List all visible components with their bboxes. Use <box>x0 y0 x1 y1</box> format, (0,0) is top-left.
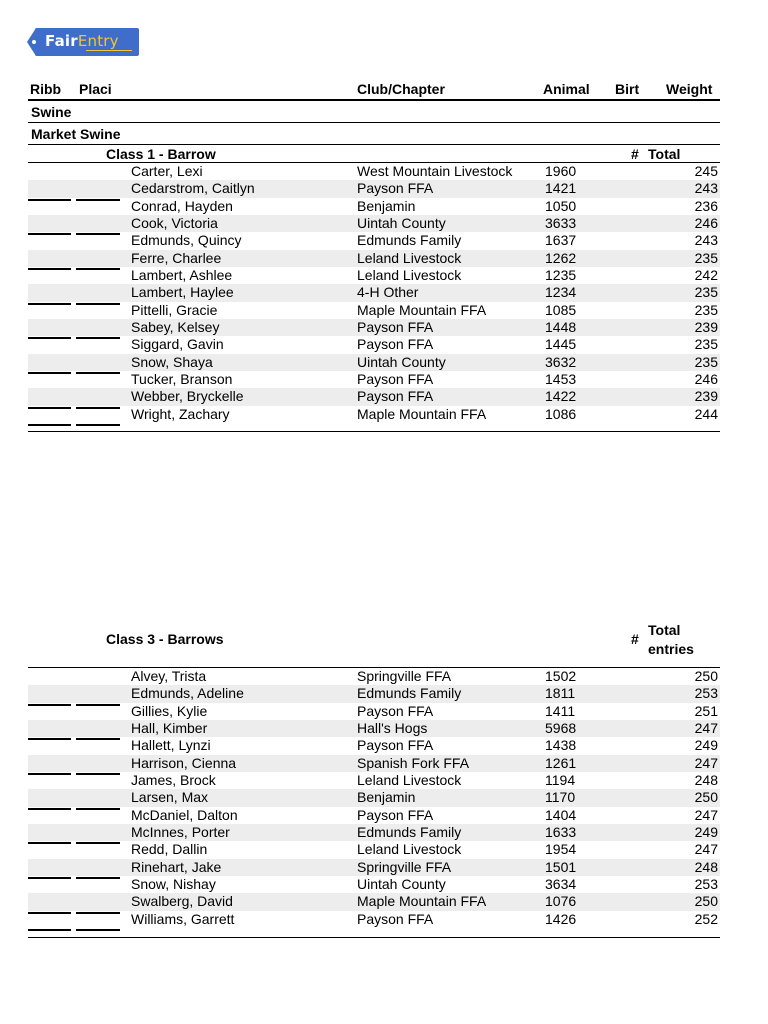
table-row <box>28 859 720 876</box>
exhibitor-name: Hall, Kimber <box>131 719 208 736</box>
club-name: Edmunds Family <box>357 823 462 840</box>
exhibitor-name: McInnes, Porter <box>131 823 230 840</box>
weight-value: 239 <box>694 388 718 405</box>
table-row <box>28 876 720 893</box>
club-name: Hall's Hogs <box>357 719 428 736</box>
animal-number: 1194 <box>545 771 576 788</box>
table-row <box>28 267 720 284</box>
table-row <box>28 336 720 353</box>
club-name: Leland Livestock <box>357 841 462 858</box>
table-row <box>28 232 720 249</box>
weight-value: 253 <box>694 875 718 892</box>
weight-value: 247 <box>694 754 718 771</box>
exhibitor-name: Snow, Nishay <box>131 875 216 892</box>
club-name: Payson FFA <box>357 318 434 335</box>
club-name: Payson FFA <box>357 388 434 405</box>
class1-hash: # <box>631 146 639 162</box>
logo-entry: Entry <box>77 32 119 50</box>
ribbon-blank <box>28 929 71 931</box>
table-row <box>28 720 720 737</box>
department-label: Swine <box>31 104 72 120</box>
animal-number: 1438 <box>545 737 577 754</box>
weight-value: 235 <box>694 336 718 353</box>
table-row <box>28 911 720 928</box>
animal-number: 1411 <box>545 702 576 719</box>
weight-value: 248 <box>694 771 718 788</box>
exhibitor-name: Lambert, Ashlee <box>131 266 233 283</box>
weight-value: 250 <box>694 789 718 806</box>
logo-dot <box>32 40 36 44</box>
header-rule <box>28 99 720 101</box>
column-place: Placi <box>79 81 112 97</box>
animal-number: 1050 <box>545 197 577 214</box>
club-name: Payson FFA <box>357 336 434 353</box>
animal-number: 1170 <box>545 789 576 806</box>
place-blank <box>76 929 120 931</box>
exhibitor-name: Williams, Garrett <box>131 910 235 927</box>
animal-number: 1235 <box>545 266 577 283</box>
exhibitor-name: Redd, Dallin <box>131 841 208 858</box>
animal-number: 3634 <box>545 875 577 892</box>
weight-value: 239 <box>694 318 718 335</box>
animal-number: 1637 <box>545 232 577 249</box>
exhibitor-name: Edmunds, Adeline <box>131 685 244 702</box>
fairentry-logo <box>27 28 139 56</box>
logo-text <box>45 32 119 50</box>
weight-value: 244 <box>694 405 718 422</box>
class3-bottom-rule <box>28 937 720 938</box>
exhibitor-name: Hallett, Lynzi <box>131 737 211 754</box>
exhibitor-name: James, Brock <box>131 771 216 788</box>
exhibitor-name: Pittelli, Gracie <box>131 301 218 318</box>
animal-number: 1086 <box>545 405 577 422</box>
club-name: Uintah County <box>357 353 446 370</box>
weight-value: 248 <box>694 858 718 875</box>
club-name: Edmunds Family <box>357 232 462 249</box>
club-name: Uintah County <box>357 875 446 892</box>
table-row <box>28 755 720 772</box>
animal-number: 1262 <box>545 249 577 266</box>
table-row <box>28 789 720 806</box>
animal-number: 1453 <box>545 370 577 387</box>
table-row <box>28 163 720 180</box>
animal-number: 1426 <box>545 910 577 927</box>
table-row <box>28 406 720 423</box>
club-name: Edmunds Family <box>357 685 462 702</box>
exhibitor-name: McDaniel, Dalton <box>131 806 238 823</box>
column-animal: Animal <box>543 81 590 97</box>
weight-value: 243 <box>694 180 718 197</box>
column-club: Club/Chapter <box>357 81 445 97</box>
exhibitor-name: Cedarstrom, Caitlyn <box>131 180 255 197</box>
club-name: Benjamin <box>357 789 416 806</box>
club-name: West Mountain Livestock <box>357 163 513 179</box>
table-row <box>28 198 720 215</box>
ribbon-blank <box>28 424 71 426</box>
column-headers <box>28 80 720 98</box>
animal-number: 1445 <box>545 336 577 353</box>
club-name: Springville FFA <box>357 668 452 684</box>
exhibitor-name: Sabey, Kelsey <box>131 318 220 335</box>
animal-number: 1954 <box>545 841 577 858</box>
weight-value: 249 <box>694 823 718 840</box>
class1-total-label: Total <box>648 146 681 162</box>
animal-number: 1076 <box>545 893 577 910</box>
weight-value: 235 <box>694 284 718 301</box>
class3-hash: # <box>631 631 639 647</box>
table-row <box>28 284 720 301</box>
animal-number: 1404 <box>545 806 577 823</box>
exhibitor-name: Edmunds, Quincy <box>131 232 242 249</box>
table-row <box>28 388 720 405</box>
weight-value: 250 <box>694 668 718 684</box>
club-name: Benjamin <box>357 197 416 214</box>
exhibitor-name: Ferre, Charlee <box>131 249 222 266</box>
club-name: Maple Mountain FFA <box>357 405 487 422</box>
exhibitor-name: Swalberg, David <box>131 893 233 910</box>
weight-value: 251 <box>694 702 718 719</box>
weight-value: 242 <box>694 266 718 283</box>
exhibitor-name: Conrad, Hayden <box>131 197 233 214</box>
class3-title: Class 3 - Barrows <box>106 631 224 647</box>
club-name: Spanish Fork FFA <box>357 754 470 771</box>
table-row <box>28 215 720 232</box>
club-name: Springville FFA <box>357 858 452 875</box>
animal-number: 1422 <box>545 388 577 405</box>
club-name: Payson FFA <box>357 702 434 719</box>
weight-value: 246 <box>694 214 718 231</box>
weight-value: 247 <box>694 719 718 736</box>
exhibitor-name: Lambert, Haylee <box>131 284 234 301</box>
column-ribbon: Ribb <box>30 81 62 97</box>
club-name: Payson FFA <box>357 737 434 754</box>
animal-number: 5968 <box>545 719 577 736</box>
exhibitor-name: Wright, Zachary <box>131 405 230 422</box>
column-weight: Weight <box>666 81 713 97</box>
table-row <box>28 685 720 702</box>
logo-underline <box>86 50 132 51</box>
animal-number: 3633 <box>545 214 577 231</box>
class1-bottom-rule <box>28 431 720 432</box>
animal-number: 1501 <box>545 858 577 875</box>
weight-value: 235 <box>694 353 718 370</box>
table-row <box>28 180 720 197</box>
department-rule <box>28 122 720 123</box>
animal-number: 1502 <box>545 668 577 684</box>
table-row <box>28 250 720 267</box>
weight-value: 246 <box>694 370 718 387</box>
column-birth: Birt <box>615 81 640 97</box>
animal-number: 1085 <box>545 301 577 318</box>
table-row <box>28 668 720 685</box>
weight-value: 245 <box>694 163 718 179</box>
weight-value: 247 <box>694 841 718 858</box>
table-row <box>28 824 720 841</box>
exhibitor-name: Gillies, Kylie <box>131 702 208 719</box>
table-row <box>28 371 720 388</box>
club-name: Maple Mountain FFA <box>357 301 487 318</box>
table-row <box>28 841 720 858</box>
division-label: Market Swine <box>31 126 121 142</box>
exhibitor-name: Larsen, Max <box>131 789 209 806</box>
animal-number: 1261 <box>545 754 577 771</box>
table-row <box>28 302 720 319</box>
weight-value: 247 <box>694 806 718 823</box>
exhibitor-name: Harrison, Cienna <box>131 754 237 771</box>
club-name: Payson FFA <box>357 180 434 197</box>
table-row <box>28 354 720 371</box>
weight-value: 236 <box>694 197 718 214</box>
division-rule <box>28 144 720 145</box>
club-name: Uintah County <box>357 214 446 231</box>
club-name: 4-H Other <box>357 284 419 301</box>
class3-entries-label: entries <box>648 641 694 657</box>
club-name: Maple Mountain FFA <box>357 893 487 910</box>
exhibitor-name: Siggard, Gavin <box>131 336 224 353</box>
weight-value: 235 <box>694 301 718 318</box>
class1-title: Class 1 - Barrow <box>106 146 216 162</box>
table-row <box>28 772 720 789</box>
animal-number: 1960 <box>545 163 577 179</box>
weight-value: 253 <box>694 685 718 702</box>
weight-value: 249 <box>694 737 718 754</box>
exhibitor-name: Alvey, Trista <box>131 668 207 684</box>
weight-value: 252 <box>694 910 718 927</box>
weight-value: 235 <box>694 249 718 266</box>
club-name: Payson FFA <box>357 806 434 823</box>
club-name: Payson FFA <box>357 910 434 927</box>
animal-number: 1448 <box>545 318 577 335</box>
logo-fair: Fair <box>45 32 78 50</box>
place-blank <box>76 424 120 426</box>
animal-number: 1421 <box>545 180 577 197</box>
exhibitor-name: Carter, Lexi <box>131 163 203 179</box>
exhibitor-name: Rinehart, Jake <box>131 858 222 875</box>
animal-number: 1633 <box>545 823 577 840</box>
exhibitor-name: Webber, Bryckelle <box>131 388 244 405</box>
club-name: Leland Livestock <box>357 266 462 283</box>
club-name: Leland Livestock <box>357 771 462 788</box>
exhibitor-name: Snow, Shaya <box>131 353 213 370</box>
exhibitor-name: Tucker, Branson <box>131 370 233 387</box>
table-row <box>28 893 720 910</box>
table-row <box>28 703 720 720</box>
weight-value: 243 <box>694 232 718 249</box>
animal-number: 3632 <box>545 353 577 370</box>
club-name: Payson FFA <box>357 370 434 387</box>
club-name: Leland Livestock <box>357 249 462 266</box>
exhibitor-name: Cook, Victoria <box>131 214 218 231</box>
class3-total-label: Total <box>648 622 681 638</box>
table-row <box>28 319 720 336</box>
animal-number: 1811 <box>545 685 576 702</box>
table-row <box>28 737 720 754</box>
weight-value: 250 <box>694 893 718 910</box>
table-row <box>28 807 720 824</box>
animal-number: 1234 <box>545 284 577 301</box>
